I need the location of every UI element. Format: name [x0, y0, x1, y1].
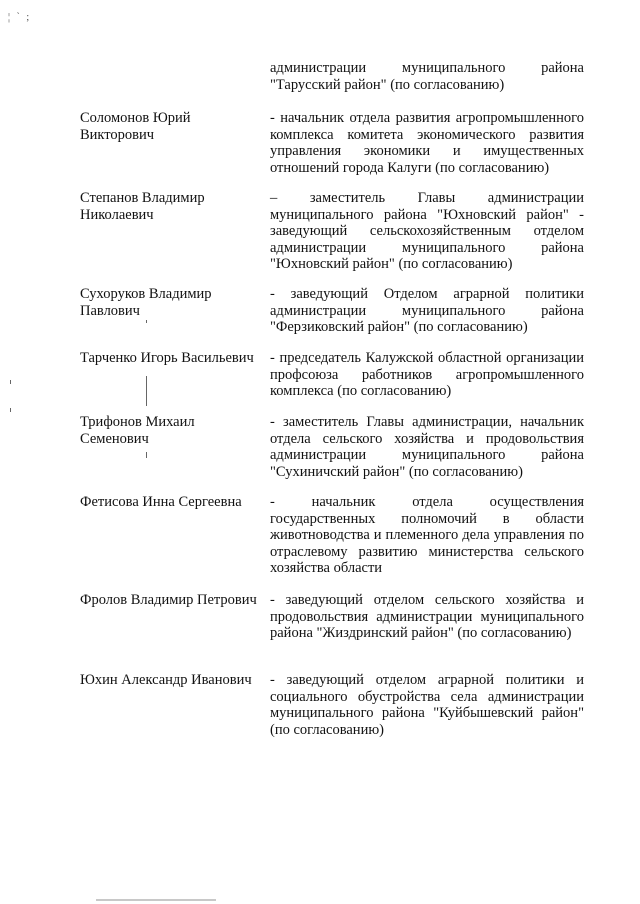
member-name: Трифонов Михаил Семенович — [80, 414, 195, 447]
member-position: - начальник отдела развития агропромышленного комплекса комитета экономического развития управления экономики и имущественных отношений города Калуги (по согласованию) — [270, 110, 584, 176]
member-position: администрации муниципального района "Тарусский район" (по согласованию) — [270, 60, 584, 93]
member-name: Сухоруков Владимир Павлович — [80, 286, 212, 319]
scan-artifact — [146, 320, 147, 323]
member-name: Тарченко Игорь Васильевич — [80, 350, 254, 366]
scan-artifact — [10, 380, 11, 384]
corner-scan-marks: ¦ ` ; — [8, 12, 32, 23]
scan-artifact — [146, 376, 147, 406]
scan-artifact — [10, 408, 11, 412]
member-position: – заместитель Главы администрации муниципального района "Юхновский район" - заведующий сельскохозяйственным отделом администрации муниципального района "Юхновский район" (по согласованию) — [270, 190, 584, 272]
member-name: Степанов Владимир Николаевич — [80, 190, 205, 223]
member-position: - начальник отдела осуществления государственных полномочий в области животноводства и племенного дела управления по отраслевому развитию министерства сельского хозяйства области — [270, 494, 584, 576]
scan-artifact — [96, 899, 216, 901]
scan-artifact — [146, 452, 147, 458]
member-name: Соломонов Юрий Викторович — [80, 110, 191, 143]
member-name: Юхин Александр Иванович — [80, 672, 252, 688]
member-name: Фетисова Инна Сергеевна — [80, 494, 242, 510]
member-position: - заведующий Отделом аграрной политики администрации муниципального района "Ферзиковский район" (по согласованию) — [270, 286, 584, 335]
member-position: - заведующий отделом сельского хозяйства и продовольствия администрации муниципального района "Жиздринский район" (по согласованию) — [270, 592, 584, 641]
member-position: - заместитель Главы администрации, начальник отдела сельского хозяйства и продовольствия администрации муниципального района "Сухиничский район" (по согласованию) — [270, 414, 584, 480]
member-name: Фролов Владимир Петрович — [80, 592, 257, 608]
member-position: - заведующий отделом аграрной политики и социального обустройства села администрации муниципального района "Куйбышевский район" (по согласованию) — [270, 672, 584, 738]
member-position: - председатель Калужской областной организации профсоюза работников агропромышленного комплекса (по согласованию) — [270, 350, 584, 399]
